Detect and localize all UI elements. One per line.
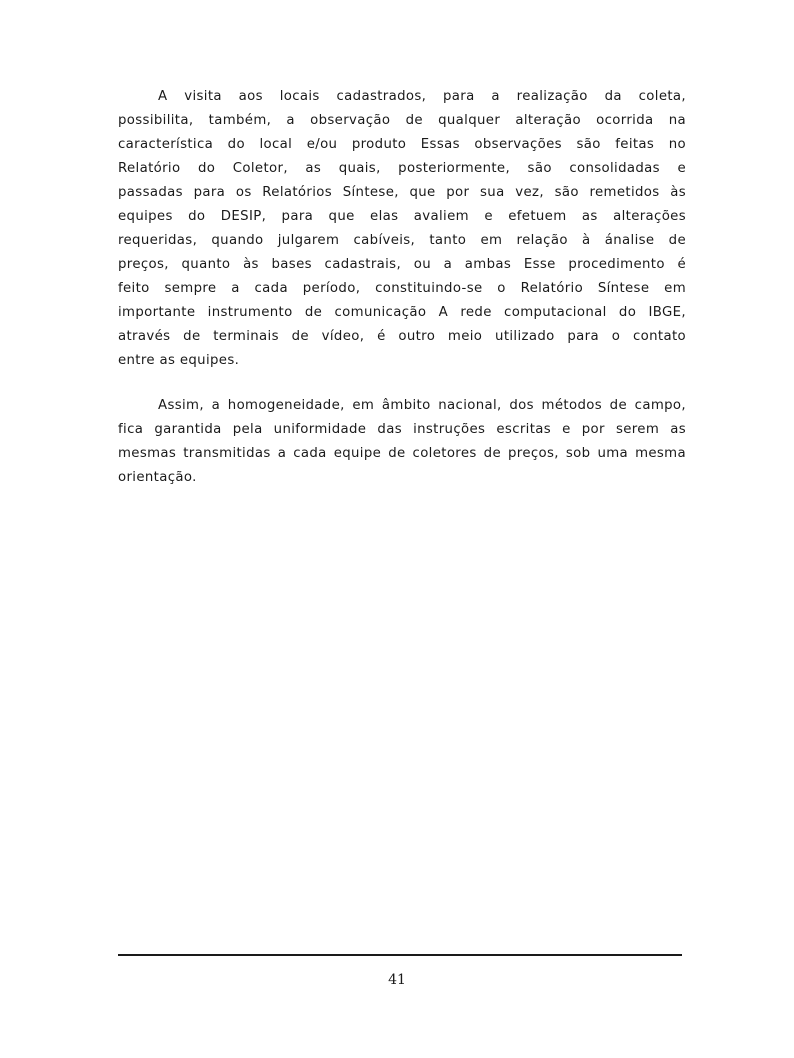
paragraph-line: característica do local e/ou produto Essas observações são feitas no [118,137,686,152]
paragraph-line: preços, quanto às bases cadastrais, ou a ambas Esse procedimento é [118,257,686,272]
paragraph-line: A visita aos locais cadastrados, para a realização da coleta, [158,89,686,104]
paragraph-line: equipes do DESIP, para que elas avaliem e efetuem as alterações [118,209,686,224]
paragraph-line: requeridas, quando julgarem cabíveis, tanto em relação à ánalise de [118,233,686,248]
paragraph-2 [118,394,686,490]
paragraph-line: Assim, a homogeneidade, em âmbito nacional, dos métodos de campo, [158,398,686,413]
paragraph-line: importante instrumento de comunicação A rede computacional do IBGE, [118,305,686,320]
paragraph-line: orientação. [118,470,197,485]
paragraph-line: possibilita, também, a observação de qualquer alteração ocorrida na [118,113,686,128]
page-number: 41 [388,972,406,988]
paragraph-line: através de terminais de vídeo, é outro meio utilizado para o contato [118,329,686,344]
paragraph-line: passadas para os Relatórios Síntese, que por sua vez, são remetidos às [118,185,686,200]
paragraph-1 [118,85,686,373]
paragraph-line: feito sempre a cada período, constituindo-se o Relatório Síntese em [118,281,686,296]
paragraph-line: fica garantida pela uniformidade das instruções escritas e por serem as [118,422,686,437]
paragraph-line: Relatório do Coletor, as quais, posteriormente, são consolidadas e [118,161,686,176]
paragraph-line: entre as equipes. [118,353,240,368]
paragraph-line: mesmas transmitidas a cada equipe de coletores de preços, sob uma mesma [118,446,686,461]
footer-divider [118,954,682,956]
